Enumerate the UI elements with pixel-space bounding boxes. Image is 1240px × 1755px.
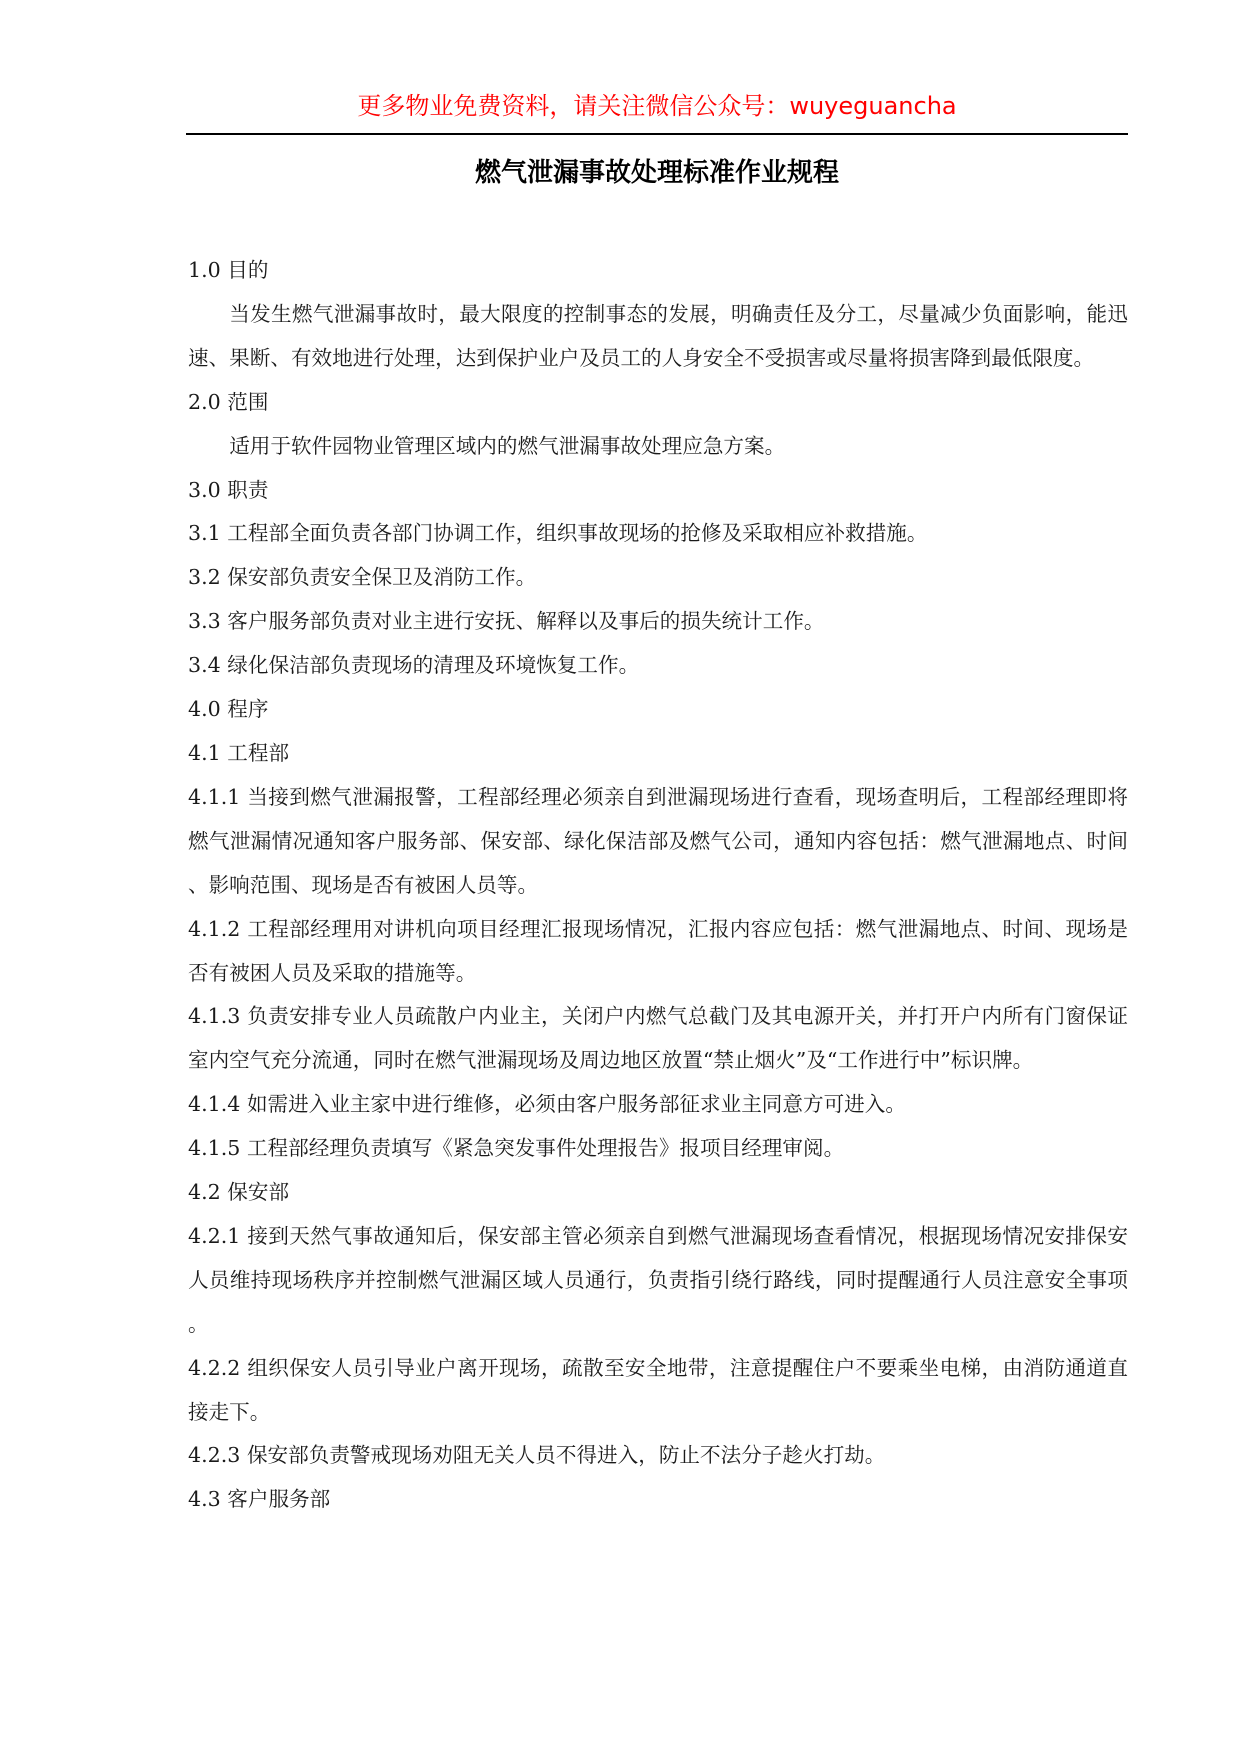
paragraph-4-2-3: 4.2.3 保安部负责警戒现场劝阻无关人员不得进入，防止不法分子趁火打劫。: [188, 1443, 886, 1468]
paragraph-4-2-2: 4.2.2 组织保安人员引导业户离开现场，疏散至安全地带，注意提醒住户不要乘坐电梯，由消防通道直接走下。: [188, 1355, 1128, 1424]
document-title: 燃气泄漏事故处理标准作业规程: [474, 158, 839, 188]
paragraph-3-1: 3.1 工程部全面负责各部门协调工作，组织事故现场的抢修及采取相应补救措施。: [188, 521, 928, 546]
paragraph-4-2-1: 4.2.1 接到天然气事故通知后，保安部主管必须亲自到燃气泄漏现场查看情况，根据现场情况安排保安人员维持现场秩序并控制燃气泄漏区域人员通行，负责指引绕行路线，同时提醒通行人员注意安全事项。: [188, 1223, 1128, 1336]
paragraph-4-1-4: 4.1.4 如需进入业主家中进行维修，必须由客户服务部征求业主同意方可进入。: [188, 1092, 906, 1117]
section-heading-scope: 2.0 范围: [188, 389, 269, 414]
subsection-heading-security: 4.2 保安部: [188, 1180, 290, 1205]
section-heading-procedure: 4.0 程序: [188, 697, 269, 722]
header-divider: [186, 133, 1128, 135]
paragraph-3-4: 3.4 绿化保洁部负责现场的清理及环境恢复工作。: [188, 653, 640, 678]
section-heading-purpose: 1.0 目的: [188, 258, 269, 282]
promo-banner: 更多物业免费资料，请关注微信公众号：wuyeguancha: [357, 92, 957, 120]
paragraph-scope: 适用于软件园物业管理区域内的燃气泄漏事故处理应急方案。: [229, 433, 786, 458]
paragraph-3-3: 3.3 客户服务部负责对业主进行安抚、解释以及事后的损失统计工作。: [188, 609, 825, 634]
paragraph-4-1-5: 4.1.5 工程部经理负责填写《紧急突发事件处理报告》报项目经理审阅。: [188, 1136, 845, 1161]
document-body: [188, 249, 1128, 1522]
section-heading-duties: 3.0 职责: [188, 477, 269, 502]
subsection-heading-customer-service: 4.3 客户服务部: [188, 1487, 331, 1512]
subsection-heading-engineering: 4.1 工程部: [188, 740, 290, 765]
paragraph-4-1-3: 4.1.3 负责安排专业人员疏散户内业主，关闭户内燃气总截门及其电源开关，并打开户内所有门窗保证室内空气充分流通，同时在燃气泄漏现场及周边地区放置“禁止烟火”及“工作进行中”标识牌。: [188, 1004, 1128, 1073]
paragraph-4-1-1: 4.1.1 当接到燃气泄漏报警，工程部经理必须亲自到泄漏现场进行查看，现场查明后，工程部经理即将燃气泄漏情况通知客户服务部、保安部、绿化保洁部及燃气公司，通知内容包括：燃气泄漏地点、时间、影响范围、现场是否有被困人员等。: [188, 784, 1128, 897]
paragraph-3-2: 3.2 保安部负责安全保卫及消防工作。: [188, 565, 537, 590]
paragraph-4-1-2: 4.1.2 工程部经理用对讲机向项目经理汇报现场情况，汇报内容应包括：燃气泄漏地点、时间、现场是否有被困人员及采取的措施等。: [188, 916, 1128, 985]
paragraph-purpose: 当发生燃气泄漏事故时，最大限度的控制事态的发展，明确责任及分工，尽量减少负面影响，能迅速、果断、有效地进行处理，达到保护业户及员工的人身安全不受损害或尽量将损害降到最低限度。: [188, 301, 1128, 370]
